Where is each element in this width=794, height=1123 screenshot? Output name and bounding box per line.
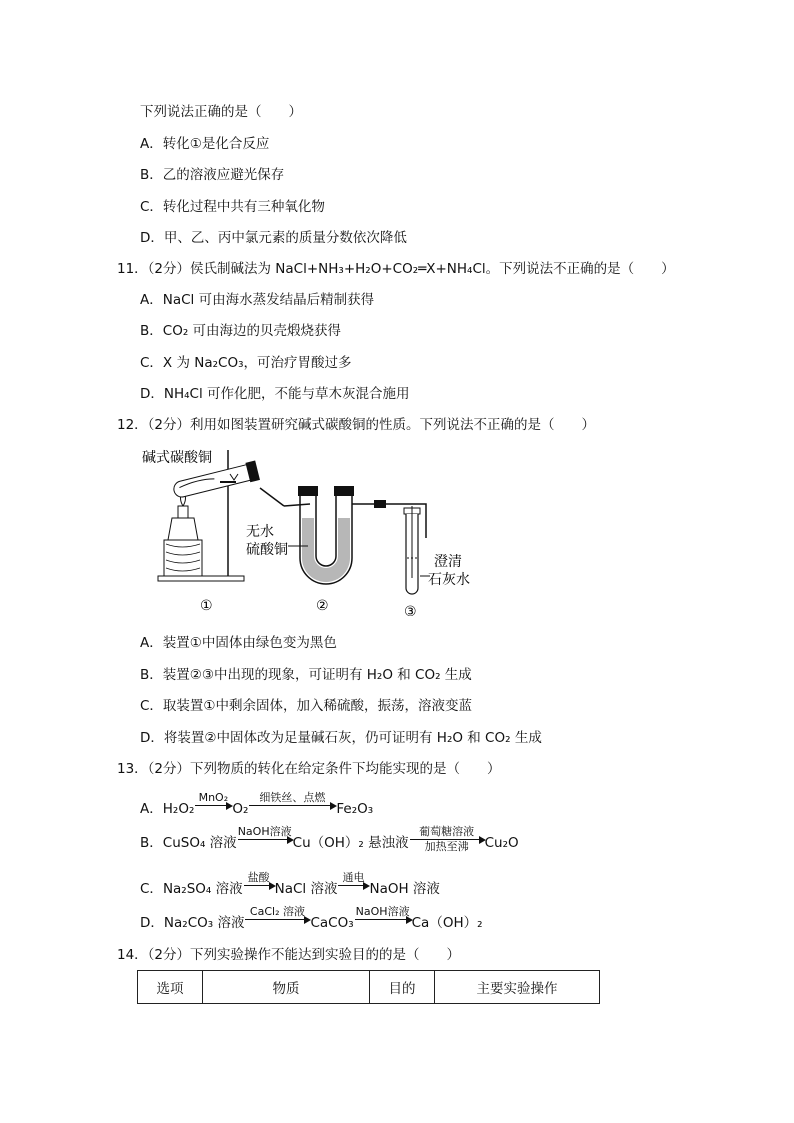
- q11-option-b: B．CO₂ 可由海边的贝壳煅烧获得: [140, 323, 342, 339]
- q13-option-d: [140, 906, 483, 933]
- q13c-s3: NaOH 溶液: [369, 881, 440, 897]
- q13a-s3: Fe₂O₃: [336, 801, 374, 817]
- header-purpose: 目的: [370, 971, 435, 1004]
- q12-option-a: A．装置①中固体由绿色变为黑色: [140, 635, 337, 651]
- q12-stem: 12．（2分）利用如图装置研究碱式碳酸铜的性质。下列说法不正确的是（ ）: [117, 417, 596, 433]
- q13b-s3: Cu₂O: [484, 835, 519, 851]
- q10-intro: 下列说法正确的是（ ）: [140, 104, 302, 120]
- q12-option-b: B．装置②③中出现的现象，可证明有 H₂O 和 CO₂ 生成: [140, 667, 472, 683]
- label-basic-copper-carbonate: 碱式碳酸铜: [142, 450, 212, 466]
- q13b-s2: Cu（OH）₂ 悬浊液: [292, 835, 409, 851]
- label-num-2: ②: [316, 598, 329, 614]
- q13a-arrow-2: 细铁丝、点燃: [249, 792, 335, 819]
- q13d-s1: Na₂CO₃ 溶液: [163, 915, 245, 931]
- q13a-s2: O₂: [232, 801, 249, 817]
- q11-option-c: C．X 为 Na₂CO₃，可治疗胃酸过多: [140, 355, 352, 371]
- q13a-s1: H₂O₂: [162, 801, 195, 817]
- q13b-label: B．: [140, 835, 163, 851]
- q10-option-c: C．转化过程中共有三种氧化物: [140, 199, 325, 215]
- header-operation: 主要实验操作: [435, 971, 600, 1004]
- q14-stem: 14．（2分）下列实验操作不能达到实验目的的是（ ）: [117, 947, 461, 963]
- q14-table: [137, 970, 600, 1004]
- q11-stem: 11．（2分）侯氏制碱法为 NaCl+NH₃+H₂O+CO₂═X+NH₄Cl。下列说法不正确的是（ ）: [117, 261, 675, 277]
- q13d-arrow-2: NaOH溶液: [355, 905, 410, 918]
- q13c-arrow-2: 通电: [338, 872, 368, 899]
- q12-option-d: D．将装置②中固体改为足量碱石灰，仍可证明有 H₂O 和 CO₂ 生成: [140, 730, 542, 746]
- label-limewater: 石灰水: [428, 572, 470, 588]
- q13c-s1: Na₂SO₄ 溶液: [162, 881, 243, 897]
- table-header-row: [138, 971, 600, 1004]
- q13d-label: D．: [140, 915, 164, 931]
- q13-option-a: [140, 792, 373, 819]
- q13-option-c: [140, 872, 440, 899]
- q13-stem: 13．（2分）下列物质的转化在给定条件下均能实现的是（ ）: [117, 761, 501, 777]
- q12-option-c: C．取装置①中剩余固体，加入稀硫酸，振荡，溶液变蓝: [140, 698, 473, 714]
- q13a-label: A．: [140, 801, 163, 817]
- q13b-s1: CuSO₄ 溶液: [162, 835, 237, 851]
- q13c-arrow-1: 盐酸: [244, 872, 274, 899]
- label-clear: 澄清: [434, 554, 462, 570]
- q13d-s3: Ca（OH）₂: [411, 915, 483, 931]
- q13b-arrow-1: NaOH溶液: [237, 825, 292, 838]
- header-option: 选项: [138, 971, 203, 1004]
- q13d-arrow-1: CaCl₂ 溶液: [245, 906, 309, 933]
- q13b-arrow-2: 葡萄糖溶液 加热至沸: [410, 826, 484, 853]
- header-substance: 物质: [203, 971, 370, 1004]
- q13c-label: C．: [140, 881, 163, 897]
- label-num-3: ③: [404, 604, 417, 616]
- label-copper-sulfate: 硫酸铜: [246, 542, 288, 558]
- q10-option-d: D．甲、乙、丙中氯元素的质量分数依次降低: [140, 230, 407, 246]
- q10-option-a: A．转化①是化合反应: [140, 136, 270, 152]
- q13-option-b: [140, 826, 519, 853]
- label-num-1: ①: [200, 598, 213, 614]
- q13a-arrow-1: MnO₂: [195, 792, 231, 819]
- q11-option-d: D．NH₄Cl 可作化肥，不能与草木灰混合施用: [140, 386, 410, 402]
- q13d-s2: CaCO₃: [310, 915, 354, 931]
- q11-option-a: A．NaCl 可由海水蒸发结晶后精制获得: [140, 292, 375, 308]
- apparatus-diagram: [138, 448, 478, 616]
- label-anhydrous: 无水: [246, 524, 274, 540]
- q13c-s2: NaCl 溶液: [274, 881, 338, 897]
- q10-option-b: B．乙的溶液应避光保存: [140, 167, 285, 183]
